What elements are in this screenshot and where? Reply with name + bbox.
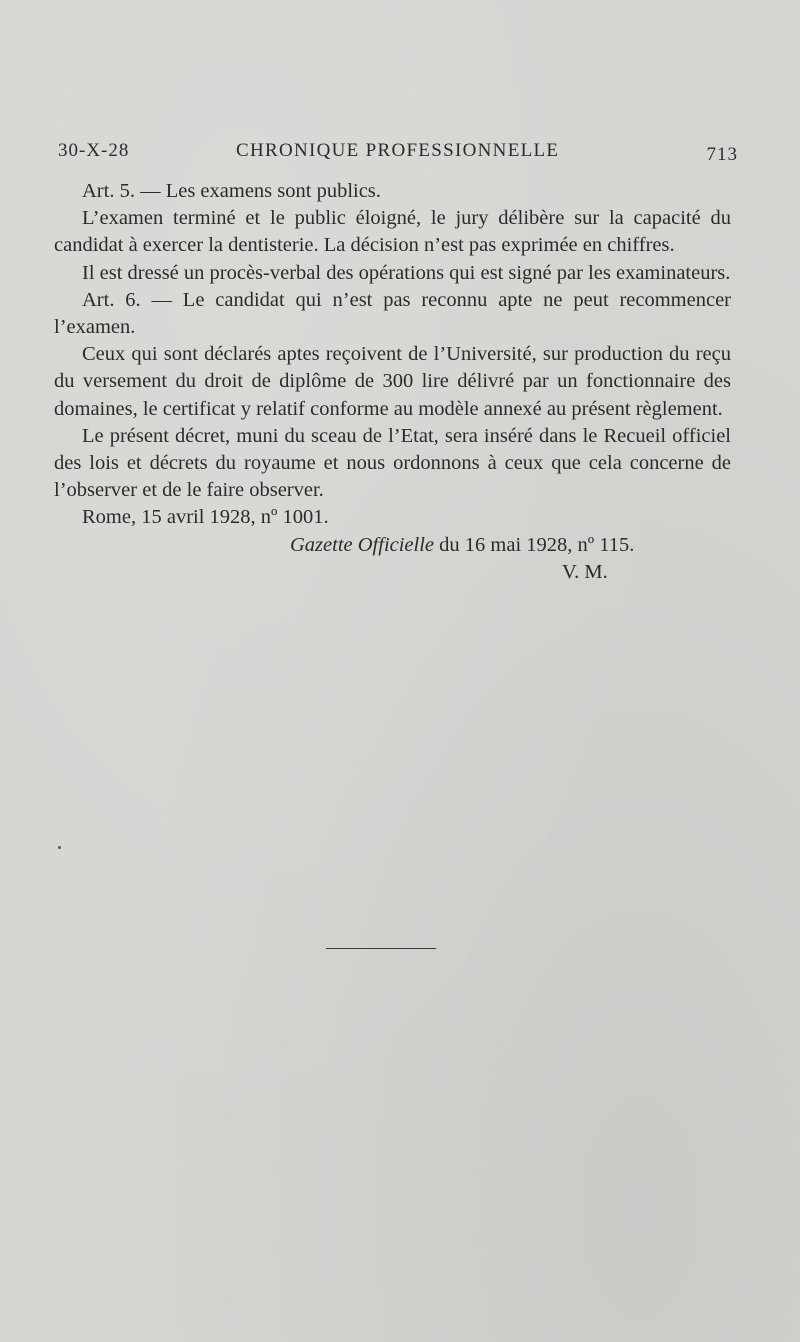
paper-speck [58,846,61,849]
source-details: du 16 mai 1928, nº 115. [434,533,635,556]
running-head [58,140,738,170]
paragraph-decret: Le présent décret, muni du sceau de l’Etat, sera inséré dans le Recueil officiel des lois et décrets du royaume et nous ordonnons à ceux que cela concerne de l’observer et de le faire observer. [54,424,731,502]
paragraph-certificat: Ceux qui sont déclarés aptes reçoivent de l’Université, sur production du reçu du versement du droit de diplôme de 300 lire délivré par un fonctionnaire des domaines, le certificat y relatif conforme au modèle annexé au présent règlement. [54,343,731,420]
source-title: Gazette Officielle [290,533,435,556]
paragraph-art-6: Art. 6. — Le candidat qui n’est pas reconnu apte ne peut recommencer l’examen. [54,288,731,339]
source-citation [54,532,731,559]
paragraph-deliberation: L’examen terminé et le public éloigné, le jury délibère sur la capacité du candidat à exercer la dentisterie. La décision n’est pas exprimée en chiffres. [54,207,731,257]
body-text [54,178,731,586]
header-date: 30-X-28 [58,140,130,161]
paragraph-date-place: Rome, 15 avril 1928, nº 1001. [82,506,329,529]
header-title: CHRONIQUE PROFESSIONNELLE [236,140,560,161]
closing-rule [326,948,436,949]
paragraph-proces-verbal: Il est dressé un procès-verbal des opérations qui est signé par les examinateurs. [82,261,731,284]
paragraph-art-5: Art. 5. — Les examens sont publics. [82,180,381,202]
page-number: 713 [706,144,738,165]
author-initials: V. M. [562,560,608,583]
